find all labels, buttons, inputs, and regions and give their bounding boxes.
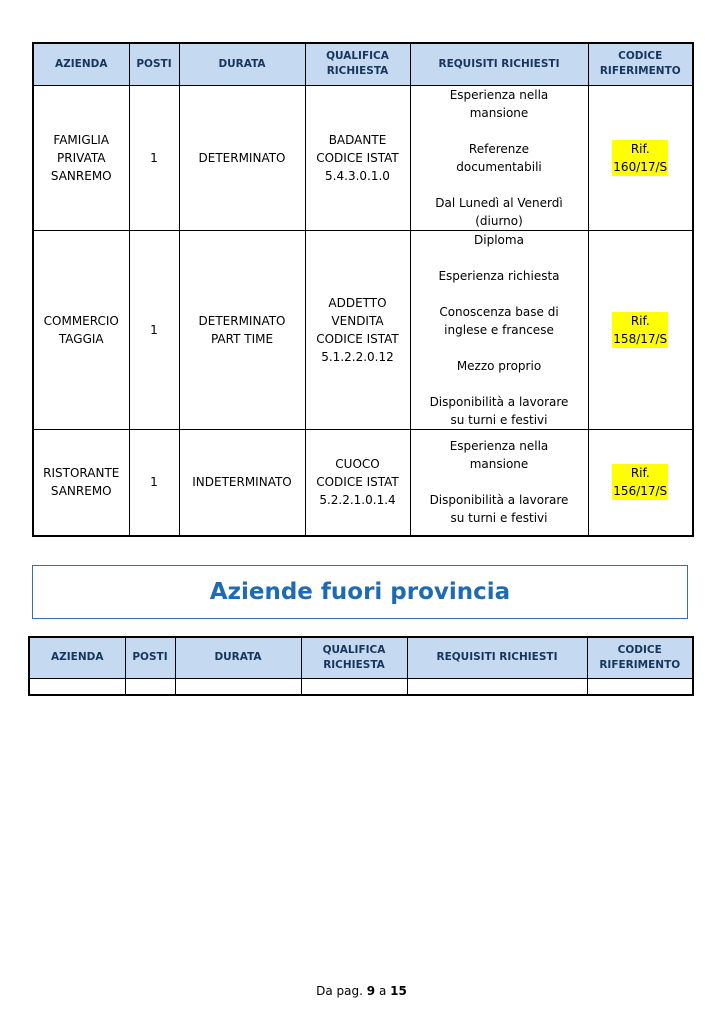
empty-table-row bbox=[29, 678, 693, 695]
col-azienda: AZIENDA bbox=[29, 637, 125, 678]
posti-cell: 1 bbox=[129, 230, 179, 429]
durata-cell: INDETERMINATO bbox=[179, 429, 305, 536]
codice-riferimento-highlight: Rif. 156/17/S bbox=[613, 466, 668, 499]
azienda-cell: RISTORANTE SANREMO bbox=[33, 429, 129, 536]
table-header-row bbox=[29, 637, 693, 678]
col-durata: DURATA bbox=[179, 43, 305, 85]
col-posti: POSTI bbox=[129, 43, 179, 85]
footer-total-pages: 15 bbox=[390, 984, 407, 998]
fuori-provincia-table bbox=[28, 636, 694, 696]
section-heading-box bbox=[32, 565, 688, 619]
durata-cell: DETERMINATO bbox=[179, 85, 305, 230]
empty-cell bbox=[407, 678, 587, 695]
section-title: Aziende fuori provincia bbox=[209, 579, 511, 605]
footer-page-number: 9 bbox=[366, 984, 376, 998]
requisiti-cell: Diploma Esperienza richiesta Conoscenza base di inglese e francese Mezzo proprio Disponibilità a lavorare su turni e festivi bbox=[410, 230, 588, 429]
offerte-table bbox=[32, 42, 694, 537]
col-codice: CODICE RIFERIMENTO bbox=[587, 637, 693, 678]
page-footer bbox=[0, 984, 723, 998]
posti-cell: 1 bbox=[129, 85, 179, 230]
col-qualifica: QUALIFICA RICHIESTA bbox=[301, 637, 407, 678]
table-header-row bbox=[33, 43, 693, 85]
qualifica-cell: ADDETTO VENDITA CODICE ISTAT 5.1.2.2.0.12 bbox=[305, 230, 410, 429]
col-posti: POSTI bbox=[125, 637, 175, 678]
empty-cell bbox=[301, 678, 407, 695]
codice-riferimento-highlight: Rif. 160/17/S bbox=[613, 141, 668, 174]
empty-cell bbox=[587, 678, 693, 695]
table-row bbox=[33, 429, 693, 536]
durata-cell: DETERMINATO PART TIME bbox=[179, 230, 305, 429]
col-qualifica: QUALIFICA RICHIESTA bbox=[305, 43, 410, 85]
requisiti-cell: Esperienza nella mansione Disponibilità a lavorare su turni e festivi bbox=[410, 429, 588, 536]
azienda-cell: FAMIGLIA PRIVATA SANREMO bbox=[33, 85, 129, 230]
col-durata: DURATA bbox=[175, 637, 301, 678]
table-row bbox=[33, 85, 693, 230]
col-azienda: AZIENDA bbox=[33, 43, 129, 85]
footer-prefix: Da pag. bbox=[316, 984, 363, 998]
empty-cell bbox=[125, 678, 175, 695]
col-codice: CODICE RIFERIMENTO bbox=[588, 43, 693, 85]
col-requisiti: REQUISITI RICHIESTI bbox=[410, 43, 588, 85]
codice-riferimento-highlight: Rif. 158/17/S bbox=[613, 313, 668, 346]
posti-cell: 1 bbox=[129, 429, 179, 536]
codice-cell bbox=[588, 230, 693, 429]
empty-cell bbox=[29, 678, 125, 695]
azienda-cell: COMMERCIO TAGGIA bbox=[33, 230, 129, 429]
requisiti-cell: Esperienza nella mansione Referenze documentabili Dal Lunedì al Venerdì (diurno) bbox=[410, 85, 588, 230]
table-row bbox=[33, 230, 693, 429]
qualifica-cell: BADANTE CODICE ISTAT 5.4.3.0.1.0 bbox=[305, 85, 410, 230]
codice-cell bbox=[588, 85, 693, 230]
footer-separator: a bbox=[378, 984, 387, 998]
qualifica-cell: CUOCO CODICE ISTAT 5.2.2.1.0.1.4 bbox=[305, 429, 410, 536]
codice-cell bbox=[588, 429, 693, 536]
empty-cell bbox=[175, 678, 301, 695]
col-requisiti: REQUISITI RICHIESTI bbox=[407, 637, 587, 678]
